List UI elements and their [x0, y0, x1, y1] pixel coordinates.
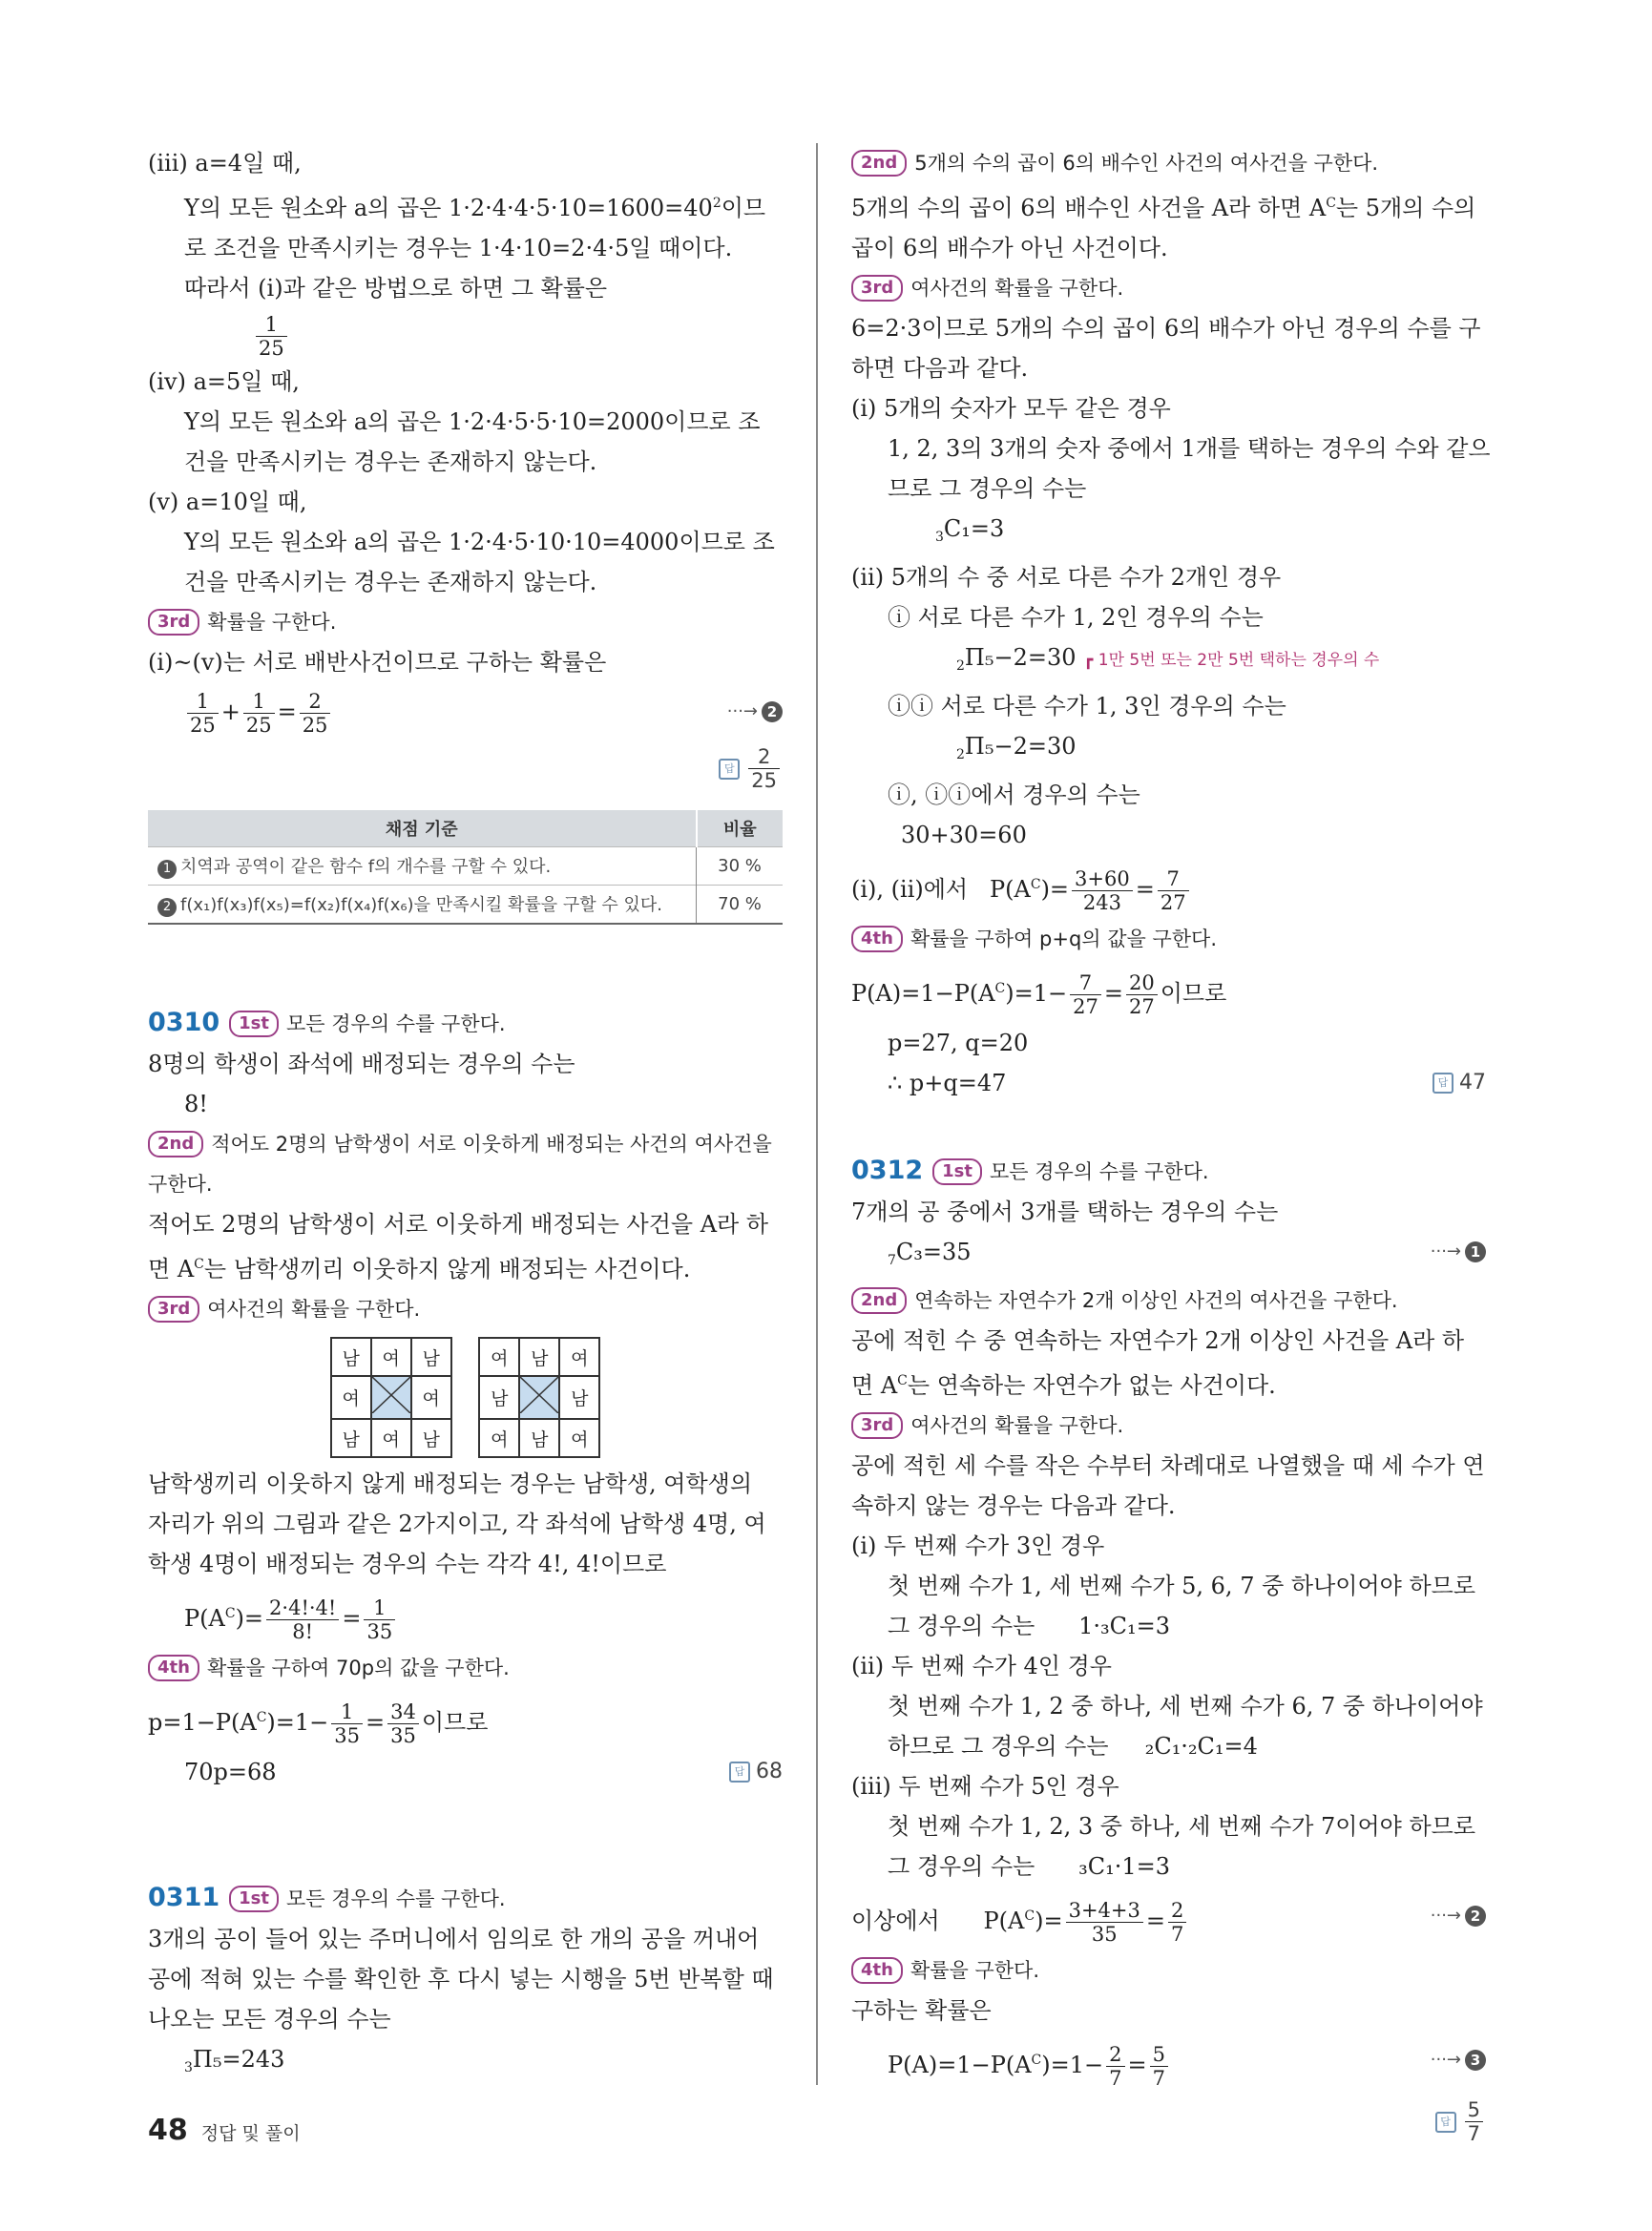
criteria-cell	[148, 847, 697, 886]
spacer	[148, 925, 783, 1003]
step-2nd	[148, 1124, 783, 1164]
denominator: 8!	[292, 1620, 314, 1643]
fraction	[1066, 1899, 1143, 1946]
text: 는 5개의 수의	[1335, 195, 1476, 221]
case-ii-a-eq	[851, 637, 1486, 686]
step-badge: 4th	[851, 926, 903, 952]
p0312-line1: 7개의 공 중에서 3개를 택하는 경우의 수는	[851, 1199, 1279, 1225]
superscript: 2	[712, 196, 721, 211]
text: C₃=35	[895, 1239, 972, 1265]
pq-line2	[851, 1063, 1486, 1103]
criteria-text: 치역과 공역이 같은 함수 f의 개수를 구할 수 있다.	[180, 857, 552, 877]
seat-cell: 여	[559, 1419, 599, 1457]
table-row	[148, 886, 783, 925]
text: 그 경우의 수는	[888, 1853, 1035, 1880]
denominator: 7	[1152, 2067, 1165, 2090]
p0312-line7: 구하는 확률은	[851, 1997, 992, 2024]
text: 이므로	[1160, 980, 1227, 1007]
case-2-line1: 첫 번째 수가 1, 2 중 하나, 세 번째 수가 6, 7 중 하나이어야	[888, 1693, 1483, 1720]
seat-cell: 남	[331, 1419, 371, 1457]
numerator: 7	[1158, 867, 1189, 891]
superscript: C	[1031, 2053, 1042, 2068]
cross-svg	[372, 1377, 410, 1413]
text: ₃C₁·1=3	[1078, 1853, 1171, 1880]
text: Π₅=243	[192, 2046, 285, 2073]
operator: =	[277, 698, 297, 725]
p0310-line5: 남학생끼리 이웃하지 않게 배정되는 경우는 남학생, 여학생의	[148, 1470, 753, 1497]
text: 이상에서	[851, 1908, 940, 1934]
subscript: 2	[956, 658, 965, 674]
step-title: 확률을 구하여 p+q의 값을 구한다.	[910, 928, 1218, 950]
p0311-line3: 나오는 모든 경우의 수는	[148, 2006, 391, 2033]
numerator: 1	[243, 690, 275, 714]
operator: =	[1127, 2052, 1147, 2078]
numerator: 1	[187, 690, 219, 714]
case-iv-line2: 건을 만족시키는 경우는 존재하지 않는다.	[184, 448, 597, 475]
seat-cell: 여	[559, 1338, 599, 1376]
step-title: 연속하는 자연수가 2개 이상인 사건의 여사건을 구한다.	[914, 1289, 1398, 1312]
step-title: 5개의 수의 곱이 6의 배수인 사건의 여사건을 구한다.	[914, 152, 1379, 175]
seat-grid-1	[330, 1337, 452, 1458]
p0312-line2	[851, 1232, 1486, 1281]
case-3-line2	[851, 1846, 1486, 1887]
problem-number: 0312	[851, 1156, 924, 1185]
superscript: C	[1024, 1908, 1035, 1924]
step-4th	[148, 1648, 783, 1688]
superscript: C	[897, 1373, 908, 1388]
answer-row	[148, 741, 783, 801]
fraction	[1158, 867, 1189, 914]
case-i-line2: 므로 그 경우의 수는	[888, 475, 1087, 502]
superscript: C	[224, 1606, 236, 1621]
step4-eq	[851, 959, 1486, 1023]
case-i-line3	[851, 509, 1486, 557]
text: p=1−P(A	[148, 1709, 257, 1736]
superscript: C	[994, 981, 1006, 996]
case-ii-a: ⓘ 서로 다른 수가 1, 2인 경우의 수는	[888, 604, 1264, 631]
step-badge: 4th	[851, 1957, 903, 1984]
r-line3: 6=2·3이므로 5개의 수의 곱이 6의 배수가 아닌 경우의 수를 구	[851, 315, 1481, 342]
step3-line1: (ⅰ)~(ⅴ)는 서로 배반사건이므로 구하는 확률은	[148, 649, 607, 676]
dots-arrow-icon: ···→	[1430, 2050, 1461, 2070]
denominator: 25	[259, 337, 284, 360]
seat-cell: 남	[411, 1338, 451, 1376]
p0311-line4	[148, 2039, 783, 2088]
step-title: 확률을 구한다.	[910, 1959, 1040, 1982]
text: 면 A	[148, 1256, 195, 1282]
numerator: 1	[256, 313, 287, 337]
subscript: 3	[935, 530, 944, 545]
step-3rd	[851, 1406, 1486, 1446]
criteria-number: 1	[157, 860, 177, 879]
text: )=1−	[266, 1709, 329, 1736]
final-equation	[851, 2031, 1486, 2095]
text: )=1−	[1041, 2052, 1104, 2078]
seat-diagrams	[148, 1329, 783, 1464]
seat-cell: 여	[479, 1419, 519, 1457]
step-3rd	[148, 1289, 783, 1329]
step-badge: 3rd	[851, 275, 903, 302]
case-iii-line3: 따라서 (ⅰ)과 같은 방법으로 하면 그 확률은	[184, 275, 608, 302]
step-title: 여사건의 확률을 구한다.	[910, 1414, 1124, 1437]
r-line4: 하면 다음과 같다.	[851, 355, 1029, 382]
step-2nd	[851, 1281, 1486, 1321]
fraction	[300, 690, 331, 737]
score-mark-3	[1431, 2031, 1486, 2090]
fraction	[387, 1700, 419, 1747]
numerator: 1	[331, 1700, 363, 1724]
p0310-line8	[148, 1752, 783, 1792]
fraction	[1465, 2098, 1483, 2145]
text: 는 남학생끼리 이웃하지 않게 배정되는 사건이다.	[203, 1256, 691, 1282]
cross-icon	[371, 1376, 411, 1419]
seat-cell: 여	[331, 1376, 371, 1419]
score-mark-1	[1431, 1232, 1486, 1272]
denominator: 7	[1170, 1923, 1184, 1946]
numerator: 5	[1465, 2098, 1483, 2122]
seat-grid-2	[478, 1337, 600, 1458]
text: 이므로	[421, 1709, 489, 1736]
denominator: 7	[1467, 2122, 1480, 2145]
text: )=	[1040, 876, 1070, 903]
denominator: 27	[1128, 995, 1155, 1018]
numerator: 2·4!·4!	[266, 1596, 339, 1620]
right-column	[851, 143, 1491, 2154]
operator: =	[366, 1709, 386, 1736]
step-4th	[851, 919, 1486, 959]
problem-0310-header	[148, 1003, 783, 1044]
seat-cell: 남	[411, 1419, 451, 1457]
text: P(A)=1−P(A	[851, 980, 995, 1007]
case-i-line1: 1, 2, 3의 3개의 숫자 중에서 1개를 택하는 경우의 수와 같으	[888, 435, 1491, 462]
conclusion-eq	[851, 855, 1486, 919]
text: ₂C₁·₂C₁=4	[1144, 1733, 1258, 1760]
dots-arrow-icon: ···→	[1430, 1906, 1461, 1926]
text: 하므로 그 경우의 수는	[888, 1733, 1109, 1760]
denominator: 35	[1091, 1923, 1118, 1946]
subscript: 7	[888, 1253, 896, 1268]
text: )=1−	[1005, 980, 1068, 1007]
step-title: 모든 경우의 수를 구한다.	[286, 1012, 506, 1035]
problem-0311-header	[148, 1878, 783, 1919]
note-text: 1만 5번 또는 2만 5번 택하는 경우의 수	[1098, 651, 1380, 670]
step-badge: 1st	[229, 1011, 279, 1037]
score-mark-2	[727, 682, 783, 741]
seat-cell: 남	[331, 1338, 371, 1376]
step-3rd	[851, 268, 1486, 308]
text: 이므	[721, 195, 766, 221]
numerator: 3+4+3	[1066, 1899, 1143, 1923]
case-v-head: (ⅴ) a=10일 때,	[148, 489, 307, 515]
text: 그 경우의 수는	[888, 1613, 1035, 1639]
text: )=	[235, 1605, 264, 1632]
fraction	[748, 745, 780, 792]
superscript: C	[1030, 877, 1041, 892]
numerator: 5	[1150, 2043, 1168, 2067]
step-title: 여사건의 확률을 구한다.	[910, 277, 1124, 300]
denominator: 25	[751, 769, 777, 792]
denominator: 35	[390, 1724, 416, 1747]
text: 5개의 수의 곱이 6의 배수인 사건을 A라 하면 A	[851, 195, 1327, 221]
case-iii-head: (ⅲ) a=4일 때,	[148, 150, 302, 177]
operator: =	[342, 1605, 362, 1632]
text: ∴ p+q=47	[888, 1070, 1007, 1096]
case-1-line2	[851, 1606, 1486, 1646]
p0312-line3: 공에 적힌 수 중 연속하는 자연수가 2개 이상인 사건을 A라 하	[851, 1327, 1465, 1354]
operator: =	[1135, 876, 1155, 903]
text: P(A	[983, 1908, 1025, 1934]
criteria-number: 2	[157, 898, 177, 917]
step-badge: 3rd	[148, 1296, 199, 1323]
fraction	[331, 1700, 363, 1747]
text: 면 A	[851, 1372, 898, 1399]
mark-number: 2	[1465, 1906, 1486, 1927]
fraction	[364, 1596, 395, 1643]
answer	[729, 1752, 783, 1792]
cross-icon	[519, 1376, 559, 1419]
denominator: 27	[1073, 995, 1098, 1018]
answer-icon: 답	[1435, 2112, 1456, 2133]
fraction	[243, 690, 275, 737]
answer	[1432, 1063, 1486, 1103]
numerator: 2	[300, 690, 331, 714]
mark-number: 3	[1465, 2050, 1486, 2071]
case-iii-fraction	[148, 308, 783, 362]
problem-0312-header	[851, 1151, 1486, 1192]
fraction	[187, 690, 219, 737]
seat-cell: 남	[479, 1376, 519, 1419]
answer-row	[851, 2095, 1486, 2154]
p0310-equation2	[148, 1688, 783, 1752]
text: C₁=3	[943, 515, 1005, 542]
denominator: 25	[190, 714, 216, 737]
column-divider	[816, 143, 818, 2085]
text: 70p=68	[184, 1759, 277, 1785]
answer	[1435, 2098, 1486, 2145]
fraction	[1072, 867, 1133, 914]
seat-cell: 남	[519, 1419, 559, 1457]
operator: =	[1103, 980, 1123, 1007]
dots-arrow-icon: ···→	[726, 701, 758, 721]
subscript: 2	[956, 747, 965, 762]
superscript: C	[194, 1257, 204, 1272]
seat-cell: 여	[371, 1419, 411, 1457]
text: P(A	[184, 1605, 225, 1632]
step-title: 확률을 구한다.	[207, 611, 337, 634]
p0310-line2: 8!	[184, 1091, 208, 1117]
seat-cell: 여	[411, 1376, 451, 1419]
step-badge: 3rd	[148, 609, 199, 636]
page-number: 48	[148, 2114, 188, 2147]
left-column	[148, 143, 783, 2088]
text: P(A	[990, 876, 1031, 903]
fraction	[266, 1596, 339, 1643]
denominator: 35	[334, 1724, 361, 1747]
step-badge: 1st	[229, 1886, 279, 1912]
p0311-line2: 공에 적혀 있는 수를 확인한 후 다시 넣는 시행을 5번 반복할 때	[148, 1966, 774, 1992]
p0310-line3: 적어도 2명의 남학생이 서로 이웃하게 배정되는 사건을 A라 하	[148, 1211, 769, 1238]
case-3-head: (ⅲ) 두 번째 수가 5인 경우	[851, 1773, 1119, 1800]
pq-line1: p=27, q=20	[888, 1030, 1029, 1056]
p0310-line7: 학생 4명이 배정되는 경우의 수는 각각 4!, 4!이므로	[148, 1551, 667, 1577]
seat-cell: 여	[371, 1338, 411, 1376]
p0310-line4	[148, 1244, 783, 1289]
case-3-line1: 첫 번째 수가 1, 2, 3 중 하나, 세 번째 수가 7이어야 하므로	[888, 1813, 1476, 1840]
page-footer	[148, 2114, 301, 2147]
text: Π₅−2=30	[964, 644, 1077, 671]
answer-icon: 답	[719, 759, 740, 780]
fraction	[256, 313, 287, 360]
numerator: 2	[1168, 1899, 1186, 1923]
superscript: C	[1326, 196, 1336, 211]
denominator: 35	[366, 1620, 393, 1643]
case-iii-line2: 로 조건을 만족시키는 경우는 1·4·10=2·4·5일 때이다.	[184, 235, 733, 261]
fraction	[1070, 971, 1101, 1018]
numerator: 2	[748, 745, 780, 769]
numerator: 20	[1126, 971, 1158, 995]
text: P(A)=1−P(A	[888, 2052, 1032, 2078]
step-title: 모든 경우의 수를 구한다.	[990, 1160, 1209, 1183]
spacer	[148, 1792, 783, 1878]
sum-equation	[148, 682, 783, 741]
case-1-line1: 첫 번째 수가 1, 세 번째 수가 5, 6, 7 중 하나이어야 하므로	[888, 1573, 1476, 1599]
answer-value: 47	[1459, 1071, 1486, 1095]
step-2nd	[851, 143, 1486, 183]
p0310-line1: 8명의 학생이 좌석에 배정되는 경우의 수는	[148, 1051, 575, 1077]
case-2-head: (ⅱ) 두 번째 수가 4인 경우	[851, 1653, 1112, 1679]
step-3rd	[148, 602, 783, 642]
dots-arrow-icon: ···→	[1430, 1241, 1461, 1261]
p0310-line6: 자리가 위의 그림과 같은 2가지이고, 각 좌석에 남학생 4명, 여	[148, 1511, 766, 1537]
criteria-text: f(x₁)f(x₃)f(x₅)=f(x₂)f(x₄)f(x₆)을 만족시킬 확률을 구할 수 있다.	[180, 895, 662, 915]
subscript: 3	[184, 2060, 193, 2075]
denominator: 7	[1109, 2067, 1122, 2090]
case-ii-b-eq	[851, 726, 1486, 775]
ratio-cell: 30 %	[697, 847, 784, 886]
denominator: 27	[1160, 891, 1186, 914]
text: Y의 모든 원소와 a의 곱은 1·2·4·4·5·10=1600=40	[184, 195, 713, 221]
text: Π₅−2=30	[964, 733, 1077, 760]
cases-conclusion	[851, 1887, 1486, 1950]
p0312-line4	[851, 1361, 1486, 1406]
numerator: 1	[364, 1596, 395, 1620]
text: 1·₃C₁=3	[1078, 1613, 1171, 1639]
ratio-cell: 70 %	[697, 886, 784, 925]
step-4th	[851, 1950, 1486, 1991]
case-2-line2	[851, 1726, 1486, 1766]
step-title: 모든 경우의 수를 구한다.	[286, 1887, 506, 1910]
score-mark-2	[1431, 1887, 1486, 1946]
numerator: 3+60	[1072, 867, 1133, 891]
answer-icon: 답	[729, 1762, 750, 1783]
problem-number: 0310	[148, 1008, 220, 1037]
mark-number: 2	[762, 701, 783, 722]
text: (ⅰ), (ⅱ)에서	[851, 876, 969, 903]
fraction	[1150, 2043, 1168, 2090]
case-i-head: (ⅰ) 5개의 숫자가 모두 같은 경우	[851, 395, 1171, 422]
fraction	[1126, 971, 1158, 1018]
case-iv-head: (ⅳ) a=5일 때,	[148, 368, 300, 395]
annotation-note: ┏ 1만 5번 또는 2만 5번 택하는 경우의 수	[1083, 651, 1380, 670]
table-row	[148, 847, 783, 886]
case-ii-head: (ⅱ) 5개의 수 중 서로 다른 수가 2개인 경우	[851, 564, 1282, 591]
step-title: 확률을 구하여 70p의 값을 구한다.	[206, 1657, 510, 1679]
seat-cell: 남	[519, 1338, 559, 1376]
case-v-line2: 건을 만족시키는 경우는 존재하지 않는다.	[184, 569, 597, 595]
case-ii-b: ⓘⓘ 서로 다른 수가 1, 3인 경우의 수는	[888, 693, 1286, 719]
fraction	[1168, 1899, 1186, 1946]
case-iii-line1	[148, 183, 783, 228]
seat-cell: 여	[479, 1338, 519, 1376]
denominator: 243	[1082, 891, 1121, 914]
grading-table	[148, 810, 783, 925]
step-title: 적어도 2명의 남학생이 서로 이웃하게 배정되는 사건의 여사건을	[211, 1133, 772, 1156]
text: 는 연속하는 자연수가 없는 사건이다.	[907, 1372, 1276, 1399]
answer-value: 68	[756, 1760, 783, 1783]
problem-number: 0311	[148, 1883, 220, 1912]
table-header-criteria: 채점 기준	[148, 810, 697, 847]
mark-number: 1	[1465, 1241, 1486, 1262]
case-v-line1: Y의 모든 원소와 a의 곱은 1·2·4·5·10·10=4000이므로 조	[184, 529, 775, 555]
spacer	[851, 1103, 1486, 1151]
numerator: 2	[1106, 2043, 1124, 2067]
case-ii-c: ⓘ, ⓘⓘ에서 경우의 수는	[888, 782, 1140, 808]
p0312-line6: 속하지 않는 경우는 다음과 같다.	[851, 1492, 1176, 1519]
p0312-line5: 공에 적힌 세 수를 작은 수부터 차례대로 나열했을 때 세 수가 연	[851, 1452, 1485, 1479]
table-header-ratio: 비율	[697, 810, 784, 847]
cross-svg	[520, 1377, 558, 1413]
step-2nd-cont: 구한다.	[148, 1173, 213, 1196]
answer	[719, 745, 783, 792]
r-line2: 곱이 6의 배수가 아닌 사건이다.	[851, 235, 1168, 261]
numerator: 34	[387, 1700, 419, 1724]
superscript: C	[256, 1710, 267, 1725]
case-iv-line1: Y의 모든 원소와 a의 곱은 1·2·4·5·5·10=2000이므로 조	[184, 408, 761, 435]
denominator: 25	[245, 714, 272, 737]
case-ii-d: 30+30=60	[901, 822, 1027, 848]
step-badge: 1st	[932, 1158, 982, 1185]
text: )=	[1035, 1908, 1063, 1934]
step-badge: 2nd	[851, 1287, 907, 1314]
r-line1	[851, 183, 1486, 228]
p0310-equation1	[148, 1584, 783, 1648]
step-badge: 3rd	[851, 1412, 903, 1439]
p0311-line1: 3개의 공이 들어 있는 주머니에서 임의로 한 개의 공을 꺼내어	[148, 1926, 760, 1952]
step-badge: 4th	[148, 1655, 199, 1681]
step-badge: 2nd	[851, 150, 907, 177]
criteria-cell	[148, 886, 697, 925]
seat-cell: 남	[559, 1376, 599, 1419]
operator: +	[220, 698, 240, 725]
step-title: 여사건의 확률을 구한다.	[207, 1298, 421, 1321]
case-1-head: (ⅰ) 두 번째 수가 3인 경우	[851, 1533, 1105, 1559]
denominator: 25	[302, 714, 328, 737]
answer-icon: 답	[1432, 1073, 1453, 1094]
step-badge: 2nd	[148, 1131, 203, 1157]
fraction	[1106, 2043, 1124, 2090]
numerator: 7	[1070, 971, 1101, 995]
page-label: 정답 및 풀이	[200, 2123, 301, 2144]
operator: =	[1145, 1908, 1165, 1934]
